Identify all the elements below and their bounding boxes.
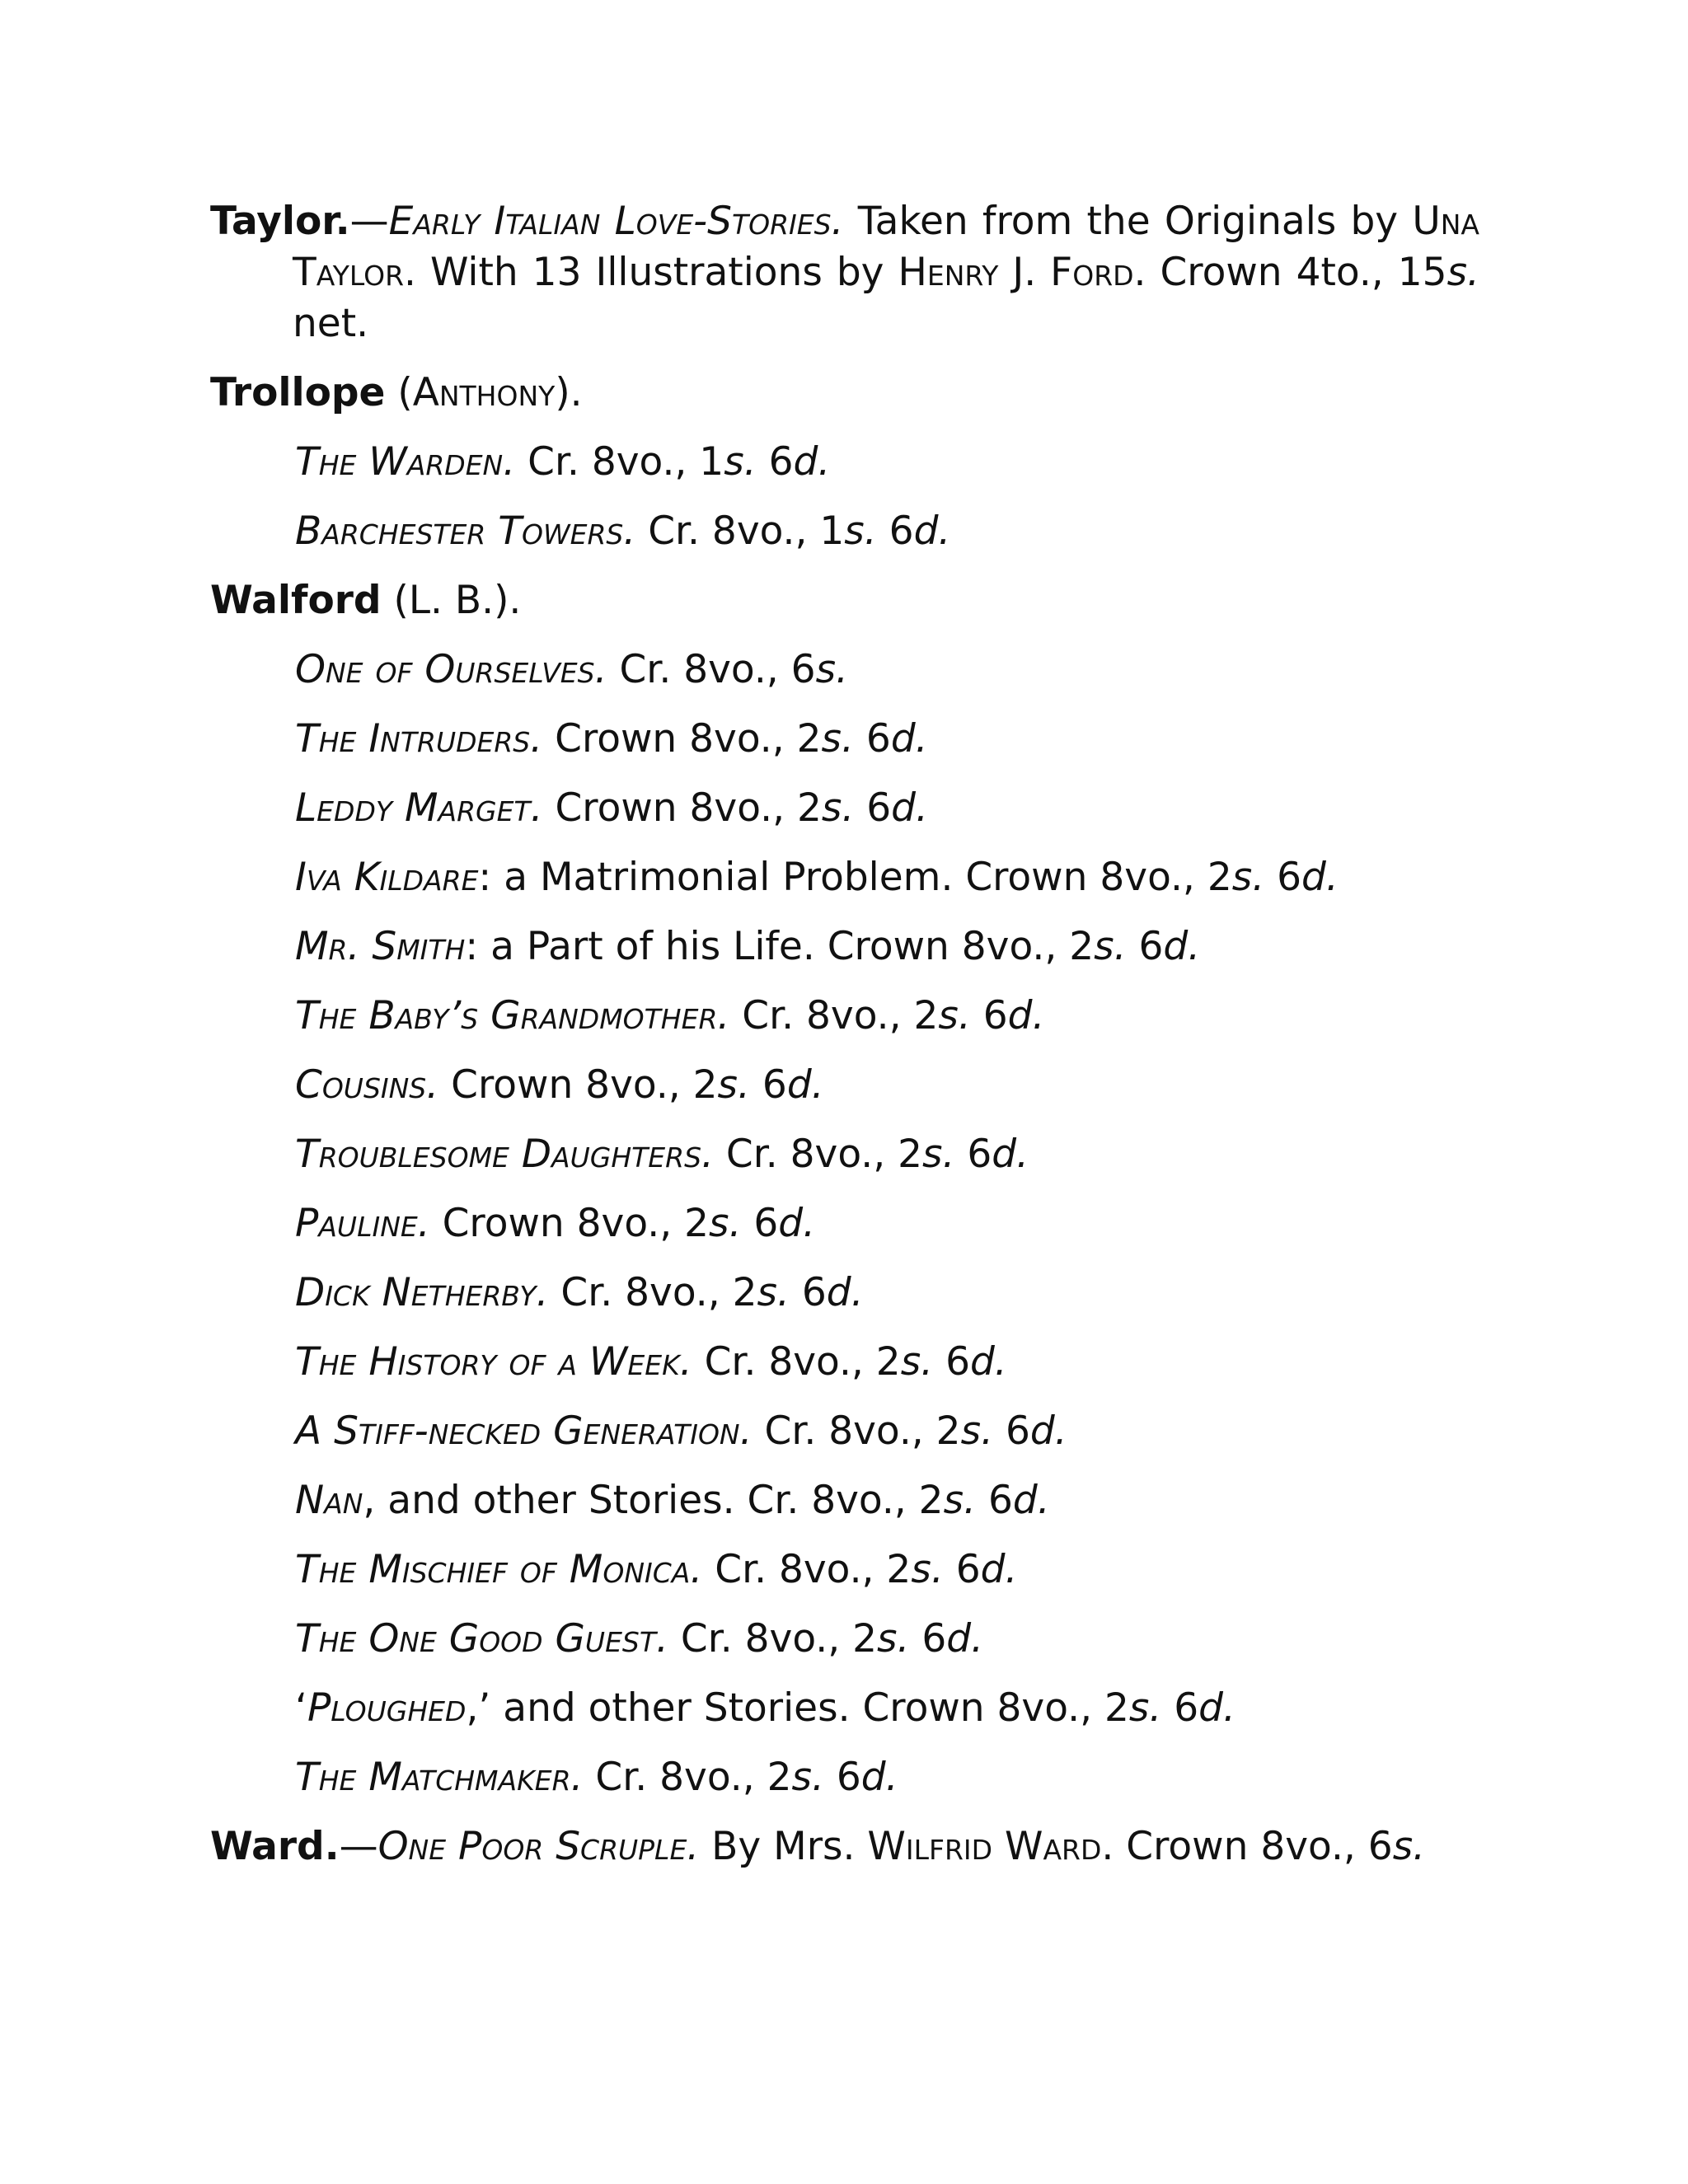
book-item [210,852,1479,903]
book-item [210,506,1479,557]
book-title: Ploughed [307,1685,467,1731]
book-title: Iva Kildare [295,855,479,900]
book-title: Early Italian Love-Stories. [388,199,844,244]
shillings-mark: s. [757,1270,790,1315]
book-item [210,991,1479,1042]
pence-number: 6 [741,1201,779,1246]
shillings-mark: s. [877,1616,910,1661]
pence-number: 6 [876,509,914,554]
pence-number: 6 [1161,1685,1199,1731]
book-title: The Mischief of Monica. [295,1547,703,1592]
author-name: Walford [210,578,382,623]
book-detail: Cr. 8vo., 2 [583,1755,792,1800]
book-detail: Cr. 8vo., 1 [515,439,724,485]
pence-number: 6 [976,1478,1013,1523]
entry-text: . Crown 4to., 15 [1133,250,1447,295]
book-item [210,1198,1479,1249]
pence-number: 6 [970,993,1008,1038]
book-detail: Cr. 8vo., 6 [607,647,816,692]
entry-taylor [210,196,1479,349]
book-title: The Baby’s Grandmother. [295,993,730,1038]
book-item [210,1129,1479,1180]
pence-number: 6 [1264,855,1301,900]
book-item [210,1475,1479,1526]
book-detail: ,’ and other Stories. Crown 8vo., 2 [466,1685,1129,1731]
book-detail: Cr. 8vo., 2 [729,993,939,1038]
book-item [210,921,1479,972]
book-item [210,783,1479,834]
pence-mark: d. [1012,1478,1050,1523]
book-detail: Crown 8vo., 2 [542,785,822,831]
pence-number: 6 [854,785,892,831]
shillings-mark: s. [844,509,877,554]
book-title: The History of a Week. [295,1339,692,1385]
book-item [210,1614,1479,1665]
pence-mark: d. [1029,1408,1067,1454]
pence-number: 6 [909,1616,947,1661]
entry-ward [210,1821,1479,1872]
entry-text: By Mrs. [699,1824,868,1869]
book-detail: : a Part of his Life. Crown 8vo., 2 [465,924,1095,969]
pence-mark: d. [992,1132,1029,1177]
shillings-mark: s. [943,1478,977,1523]
entry-text: . Crown 8vo., 6 [1101,1824,1393,1869]
book-detail: , and other Stories. Cr. 8vo., 2 [363,1478,944,1523]
pence-number: 6 [756,439,794,485]
book-detail: Crown 8vo., 2 [542,716,822,762]
book-item [210,1337,1479,1388]
pence-mark: d. [980,1547,1018,1592]
book-item [210,1752,1479,1803]
shillings-mark: s. [815,647,848,692]
shillings-mark: s. [709,1201,742,1246]
book-title: The Warden. [295,439,516,485]
shillings-mark: s. [1231,855,1265,900]
opening-quote: ‘ [295,1685,307,1731]
pence-mark: d. [786,1062,824,1108]
book-item [210,714,1479,765]
entry-text: Taken from the Originals by [843,199,1413,244]
heading-text: (L. B.). [381,578,522,623]
pence-number: 6 [853,716,891,762]
pence-number: 6 [993,1408,1030,1454]
book-detail: Cr. 8vo., 2 [548,1270,757,1315]
illustrator-name: Henry J. Ford [898,250,1134,295]
book-item [210,437,1479,488]
author-name: Taylor. [210,199,350,244]
shillings-mark: s. [938,993,971,1038]
pence-mark: d. [1163,924,1201,969]
book-item [210,1683,1479,1734]
shillings-mark: s. [1128,1685,1162,1731]
person-name: Wilfrid Ward [867,1824,1102,1869]
entry-text: . With 13 Illustrations by [404,250,898,295]
pence-mark: d. [913,509,951,554]
book-title: A Stiff-necked Generation. [295,1408,753,1454]
pence-number: 6 [823,1755,861,1800]
book-title: One Poor Scruple. [377,1824,700,1869]
author-forename: Anthony [412,370,556,415]
shillings-mark: s. [791,1755,824,1800]
shillings-mark: s. [821,716,854,762]
heading-text: ). [555,370,583,415]
pence-mark: d. [1007,993,1045,1038]
book-item [210,1544,1479,1596]
pence-number: 6 [954,1132,992,1177]
pence-mark: d. [946,1616,984,1661]
pence-number: 6 [749,1062,787,1108]
pence-mark: d. [890,716,928,762]
book-item [210,1268,1479,1319]
shillings-mark: s. [717,1062,750,1108]
em-dash: — [349,199,389,244]
book-detail: Cr. 8vo., 2 [752,1408,961,1454]
book-title: Barchester Towers. [295,509,636,554]
pence-mark: d. [1198,1685,1236,1731]
book-detail: Crown 8vo., 2 [438,1062,718,1108]
book-item [210,644,1479,696]
book-detail: Cr. 8vo., 2 [702,1547,912,1592]
book-detail: Cr. 8vo., 2 [713,1132,922,1177]
shillings-mark: s. [921,1132,955,1177]
book-title: The One Good Guest. [295,1616,668,1661]
book-detail: Cr. 8vo., 1 [635,509,845,554]
pence-mark: d. [1301,855,1339,900]
book-title: Mr. Smith [295,924,466,969]
book-title: Pauline. [295,1201,430,1246]
book-title: Leddy Marget. [295,785,543,831]
pence-number: 6 [1126,924,1164,969]
pence-mark: d. [793,439,831,485]
pence-number: 6 [933,1339,970,1385]
pence-mark: d. [860,1755,898,1800]
shillings-mark: s. [1392,1824,1426,1869]
entry-walford-heading [210,575,1479,626]
shillings-mark: s. [1447,250,1479,295]
person-name: Una Taylor [293,199,1479,295]
em-dash: — [339,1824,378,1869]
pence-number: 6 [943,1547,981,1592]
book-detail: : a Matrimonial Problem. Crown 8vo., 2 [478,855,1232,900]
pence-mark: d. [891,785,928,831]
book-title: Dick Netherby. [295,1270,549,1315]
shillings-mark: s. [911,1547,944,1592]
book-title: One of Ourselves. [295,647,607,692]
book-item [210,1406,1479,1457]
shillings-mark: s. [821,785,855,831]
heading-text: ( [385,370,413,415]
pence-mark: d. [826,1270,864,1315]
author-name: Ward. [210,1824,340,1869]
book-title: Cousins. [295,1062,439,1108]
pence-number: 6 [789,1270,827,1315]
book-detail: Cr. 8vo., 2 [668,1616,877,1661]
shillings-mark: s. [960,1408,994,1454]
entry-text: net. [293,301,369,346]
entry-trollope-heading [210,368,1479,419]
pence-mark: d. [778,1201,816,1246]
book-item [210,1060,1479,1111]
book-title: Troublesome Daughters. [295,1132,714,1177]
book-detail: Cr. 8vo., 2 [692,1339,901,1385]
shillings-mark: s. [900,1339,934,1385]
pence-mark: d. [969,1339,1007,1385]
shillings-mark: s. [1094,924,1127,969]
shillings-mark: s. [724,439,757,485]
book-title: The Intruders. [295,716,543,762]
author-name: Trollope [210,370,386,415]
book-title: The Matchmaker. [295,1755,584,1800]
book-title: Nan [295,1478,363,1523]
book-detail: Crown 8vo., 2 [429,1201,710,1246]
advertisement-page [210,196,1479,1891]
